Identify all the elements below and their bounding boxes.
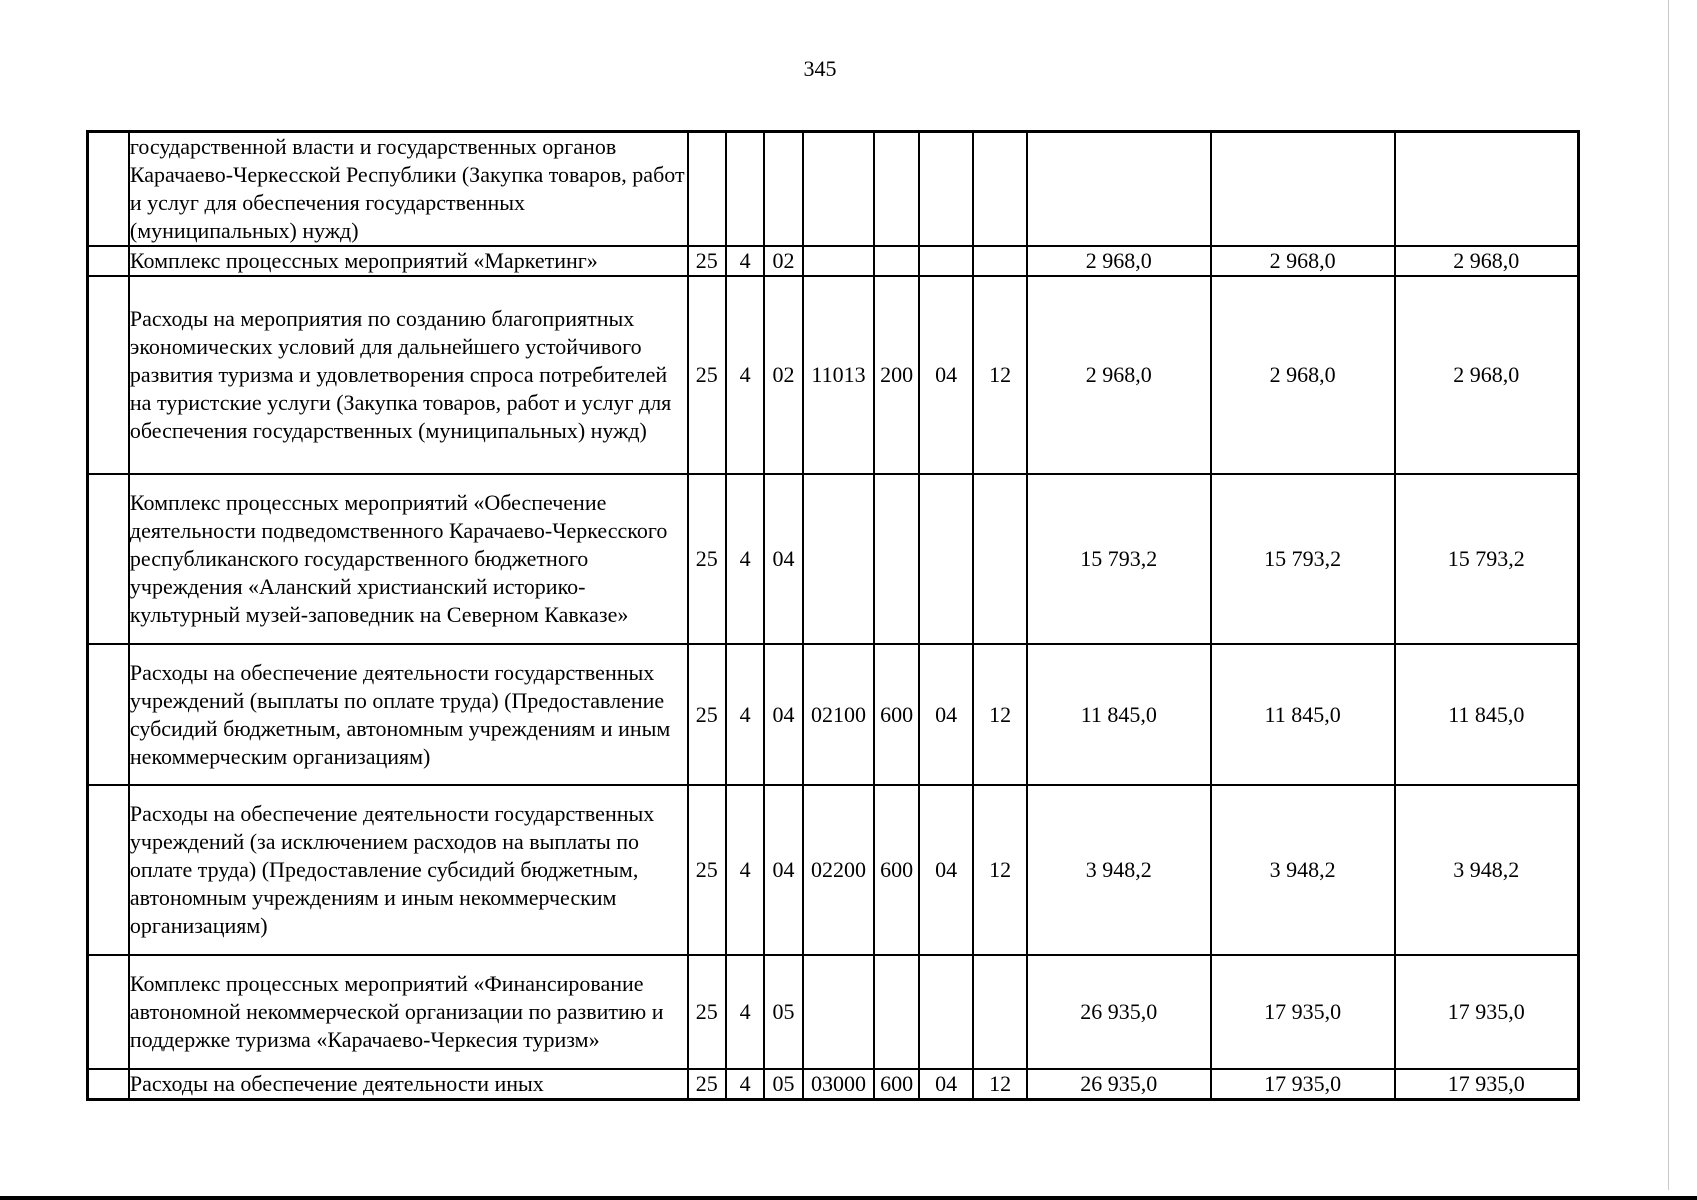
subsection-cell: 12 bbox=[973, 1069, 1027, 1100]
amount-year1-cell: 3 948,2 bbox=[1027, 785, 1211, 955]
subprogram-code-cell: 4 bbox=[726, 276, 764, 474]
subsection-cell bbox=[973, 955, 1027, 1069]
amount-year3-cell: 11 845,0 bbox=[1395, 644, 1579, 785]
amount-year2-cell: 15 793,2 bbox=[1211, 474, 1395, 644]
subprogram-code-cell: 4 bbox=[726, 1069, 764, 1100]
direction-code-cell bbox=[803, 132, 875, 247]
table-body bbox=[88, 132, 1579, 1100]
amount-year1-cell bbox=[1027, 132, 1211, 247]
table-row bbox=[88, 132, 1579, 247]
program-code-cell: 25 bbox=[688, 246, 726, 276]
expense-name-cell: Расходы на мероприятия по созданию благоприятных экономических условий для дальнейшего устойчивого развития туризма и удовлетворения спроса потребителей на туристские услуги (Закупка товаров, работ и услуг для обеспечения государственных (муниципальных) нужд) bbox=[129, 276, 688, 474]
table-row bbox=[88, 276, 1579, 474]
amount-year3-cell: 3 948,2 bbox=[1395, 785, 1579, 955]
row-number-cell bbox=[88, 1069, 129, 1100]
amount-year3-cell: 17 935,0 bbox=[1395, 955, 1579, 1069]
amount-year3-cell: 2 968,0 bbox=[1395, 246, 1579, 276]
measure-code-cell: 05 bbox=[764, 955, 802, 1069]
table-row bbox=[88, 246, 1579, 276]
program-code-cell: 25 bbox=[688, 644, 726, 785]
subsection-cell bbox=[973, 132, 1027, 247]
expense-type-cell: 600 bbox=[874, 785, 918, 955]
direction-code-cell: 03000 bbox=[803, 1069, 875, 1100]
section-cell: 04 bbox=[919, 1069, 974, 1100]
measure-code-cell: 04 bbox=[764, 785, 802, 955]
row-number-cell bbox=[88, 276, 129, 474]
section-cell bbox=[919, 132, 974, 247]
amount-year1-cell: 11 845,0 bbox=[1027, 644, 1211, 785]
subprogram-code-cell: 4 bbox=[726, 474, 764, 644]
row-number-cell bbox=[88, 785, 129, 955]
amount-year2-cell: 17 935,0 bbox=[1211, 955, 1395, 1069]
amount-year2-cell: 3 948,2 bbox=[1211, 785, 1395, 955]
budget-table bbox=[86, 130, 1580, 1101]
direction-code-cell: 11013 bbox=[803, 276, 875, 474]
table-row bbox=[88, 785, 1579, 955]
section-cell: 04 bbox=[919, 644, 974, 785]
expense-type-cell bbox=[874, 955, 918, 1069]
expense-name-cell: Комплекс процессных мероприятий «Финансирование автономной некоммерческой организации по развитию и поддержке туризма «Карачаево-Черкесия туризм» bbox=[129, 955, 688, 1069]
table-row bbox=[88, 955, 1579, 1069]
table-row bbox=[88, 1069, 1579, 1100]
table-row bbox=[88, 644, 1579, 785]
expense-type-cell: 200 bbox=[874, 276, 918, 474]
direction-code-cell: 02100 bbox=[803, 644, 875, 785]
amount-year1-cell: 2 968,0 bbox=[1027, 246, 1211, 276]
program-code-cell: 25 bbox=[688, 955, 726, 1069]
subprogram-code-cell: 4 bbox=[726, 785, 764, 955]
expense-name-cell: Расходы на обеспечение деятельности иных bbox=[129, 1069, 688, 1100]
expense-type-cell bbox=[874, 246, 918, 276]
amount-year1-cell: 26 935,0 bbox=[1027, 955, 1211, 1069]
row-number-cell bbox=[88, 474, 129, 644]
direction-code-cell bbox=[803, 474, 875, 644]
expense-name-cell: Комплекс процессных мероприятий «Маркетинг» bbox=[129, 246, 688, 276]
table-row bbox=[88, 474, 1579, 644]
amount-year3-cell: 17 935,0 bbox=[1395, 1069, 1579, 1100]
amount-year1-cell: 2 968,0 bbox=[1027, 276, 1211, 474]
row-number-cell bbox=[88, 246, 129, 276]
measure-code-cell: 02 bbox=[764, 276, 802, 474]
expense-type-cell bbox=[874, 474, 918, 644]
subprogram-code-cell: 4 bbox=[726, 955, 764, 1069]
amount-year1-cell: 26 935,0 bbox=[1027, 1069, 1211, 1100]
program-code-cell: 25 bbox=[688, 1069, 726, 1100]
row-number-cell bbox=[88, 955, 129, 1069]
expense-name-cell: Расходы на обеспечение деятельности государственных учреждений (за исключением расходов на выплаты по оплате труда) (Предоставление субсидий бюджетным, автономным учреждениям и иным некоммерческим организациям) bbox=[129, 785, 688, 955]
direction-code-cell: 02200 bbox=[803, 785, 875, 955]
measure-code-cell: 05 bbox=[764, 1069, 802, 1100]
measure-code-cell: 04 bbox=[764, 644, 802, 785]
page-number: 345 bbox=[803, 56, 837, 81]
program-code-cell: 25 bbox=[688, 785, 726, 955]
subprogram-code-cell bbox=[726, 132, 764, 247]
direction-code-cell bbox=[803, 955, 875, 1069]
scan-edge-line bbox=[1668, 0, 1669, 1190]
measure-code-cell: 02 bbox=[764, 246, 802, 276]
page-bottom-rule bbox=[0, 1196, 1697, 1200]
measure-code-cell: 04 bbox=[764, 474, 802, 644]
amount-year3-cell: 15 793,2 bbox=[1395, 474, 1579, 644]
measure-code-cell bbox=[764, 132, 802, 247]
subsection-cell bbox=[973, 474, 1027, 644]
amount-year2-cell: 11 845,0 bbox=[1211, 644, 1395, 785]
subsection-cell: 12 bbox=[973, 644, 1027, 785]
amount-year2-cell bbox=[1211, 132, 1395, 247]
row-number-cell bbox=[88, 644, 129, 785]
expense-type-cell bbox=[874, 132, 918, 247]
expense-name-cell: Комплекс процессных мероприятий «Обеспечение деятельности подведомственного Карачаево-Черкесского республиканского государственного бюджетного учреждения «Аланский христианский историко-культурный музей-заповедник на Северном Кавказе» bbox=[129, 474, 688, 644]
subsection-cell bbox=[973, 246, 1027, 276]
expense-name-cell: Расходы на обеспечение деятельности государственных учреждений (выплаты по оплате труда) (Предоставление субсидий бюджетным, автономным учреждениям и иным некоммерческим организациям) bbox=[129, 644, 688, 785]
program-code-cell: 25 bbox=[688, 474, 726, 644]
amount-year3-cell: 2 968,0 bbox=[1395, 276, 1579, 474]
program-code-cell bbox=[688, 132, 726, 247]
section-cell: 04 bbox=[919, 785, 974, 955]
section-cell bbox=[919, 474, 974, 644]
expense-name-cell: государственной власти и государственных органов Карачаево-Черкесской Республики (Закупка товаров, работ и услуг для обеспечения государственных (муниципальных) нужд) bbox=[129, 132, 688, 247]
direction-code-cell bbox=[803, 246, 875, 276]
amount-year3-cell bbox=[1395, 132, 1579, 247]
amount-year2-cell: 2 968,0 bbox=[1211, 276, 1395, 474]
section-cell bbox=[919, 955, 974, 1069]
section-cell bbox=[919, 246, 974, 276]
subsection-cell: 12 bbox=[973, 785, 1027, 955]
subprogram-code-cell: 4 bbox=[726, 644, 764, 785]
row-number-cell bbox=[88, 132, 129, 247]
expense-type-cell: 600 bbox=[874, 1069, 918, 1100]
subprogram-code-cell: 4 bbox=[726, 246, 764, 276]
expense-type-cell: 600 bbox=[874, 644, 918, 785]
program-code-cell: 25 bbox=[688, 276, 726, 474]
amount-year1-cell: 15 793,2 bbox=[1027, 474, 1211, 644]
amount-year2-cell: 2 968,0 bbox=[1211, 246, 1395, 276]
amount-year2-cell: 17 935,0 bbox=[1211, 1069, 1395, 1100]
section-cell: 04 bbox=[919, 276, 974, 474]
subsection-cell: 12 bbox=[973, 276, 1027, 474]
